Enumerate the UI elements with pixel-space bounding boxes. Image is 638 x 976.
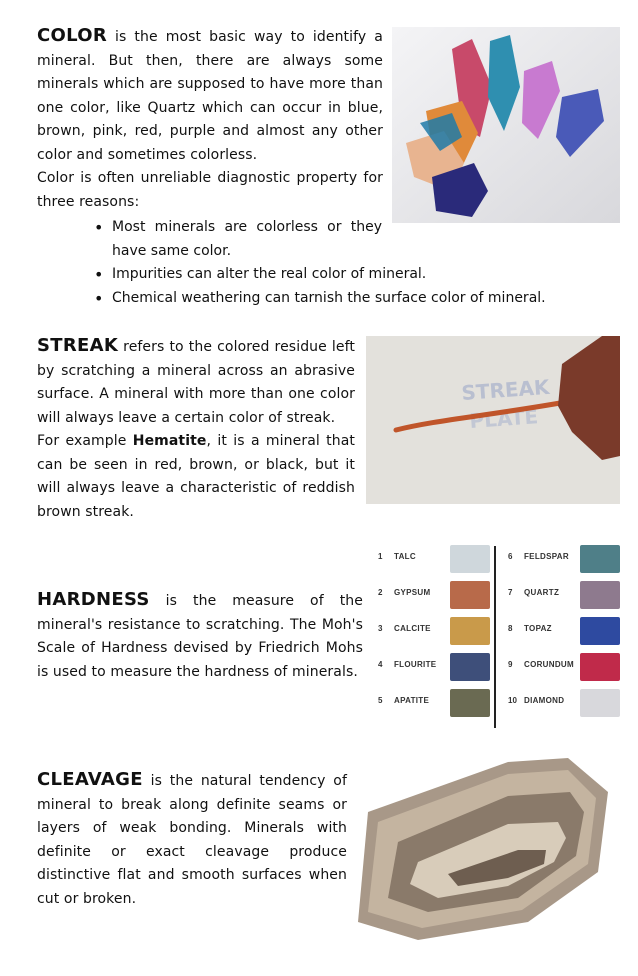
streak-heading: STREAK	[37, 335, 119, 356]
calcite-swatch	[450, 617, 490, 645]
apatite-swatch	[450, 689, 490, 717]
flourite-swatch	[450, 653, 490, 681]
quartz-swatch	[580, 581, 620, 609]
svg-text:PLATE: PLATE	[468, 404, 539, 433]
hardness-heading: HARDNESS	[37, 589, 150, 610]
corundum-swatch	[580, 653, 620, 681]
mohs-row: 4 FLOURITE	[366, 650, 492, 684]
mohs-scale-table	[366, 542, 622, 730]
streak-plate-text: STREAK	[460, 374, 551, 405]
mohs-row: 2 GYPSUM	[366, 578, 492, 612]
color-paragraph	[37, 24, 383, 214]
gypsum-swatch	[450, 581, 490, 609]
hardness-body: is the measure of the mineral's resistance to scratching. The Moh's Scale of Hardness devised by Friedrich Mohs is used to measure the hardness of minerals.	[37, 593, 363, 680]
mohs-row: 3 CALCITE	[366, 614, 492, 648]
quartz-crystals-image	[392, 27, 620, 223]
list-item: • Impurities can alter the real color of mineral.	[92, 263, 552, 287]
color-body: is the most basic way to identify a mineral. But then, there are always some minerals which are supposed to have more than one color, like Quartz which can occur in blue, brown, pink, red, purple and almost any other color and sometimes colorless.	[37, 29, 383, 163]
hardness-paragraph	[37, 588, 363, 684]
cleavage-paragraph	[37, 768, 347, 911]
talc-swatch	[450, 545, 490, 573]
streak-body: refers to the colored residue left by scratching a mineral across an abrasive surface. A mineral with more than one color will always leave a certain color of streak.	[37, 339, 355, 426]
diamond-swatch	[580, 689, 620, 717]
mohs-row: 9 CORUNDUM	[496, 650, 622, 684]
mohs-row: 6 FELDSPAR	[496, 542, 622, 576]
feldspar-swatch	[580, 545, 620, 573]
color-heading: COLOR	[37, 25, 108, 46]
mohs-row: 5 APATITE	[366, 686, 492, 720]
mohs-row: 8 TOPAZ	[496, 614, 622, 648]
list-item: • Chemical weathering can tarnish the surface color of mineral.	[92, 287, 582, 311]
hematite-term: Hematite	[132, 433, 207, 449]
cleavage-heading: CLEAVAGE	[37, 769, 143, 790]
mica-cleavage-image	[358, 752, 614, 940]
streak-paragraph: STREAK refers to the colored residue left by scratching a mineral across an abrasive surface. A mineral with more than one color will always leave a certain color of streak. For example Hematite, it is a mineral that can be seen in red, brown, or black, but it will always leave a characteristic of reddish brown streak.	[37, 335, 356, 520]
color-intro: Color is often unreliable diagnostic property for three reasons:	[37, 170, 383, 210]
mohs-row: 1 TALC	[366, 542, 492, 576]
cleavage-body: is the natural tendency of mineral to break along definite seams or layers of weak bonding. Minerals with definite or exact cleavage produce distinctive flat and smooth surfaces when cut or broken.	[37, 773, 347, 907]
mohs-row: 7 QUARTZ	[496, 578, 622, 612]
mohs-row: 10 DIAMOND	[496, 686, 622, 720]
streak-plate-image	[366, 336, 620, 504]
topaz-swatch	[580, 617, 620, 645]
list-item: • Most minerals are colorless or they have same color.	[92, 216, 382, 263]
color-reasons-list	[92, 216, 582, 310]
